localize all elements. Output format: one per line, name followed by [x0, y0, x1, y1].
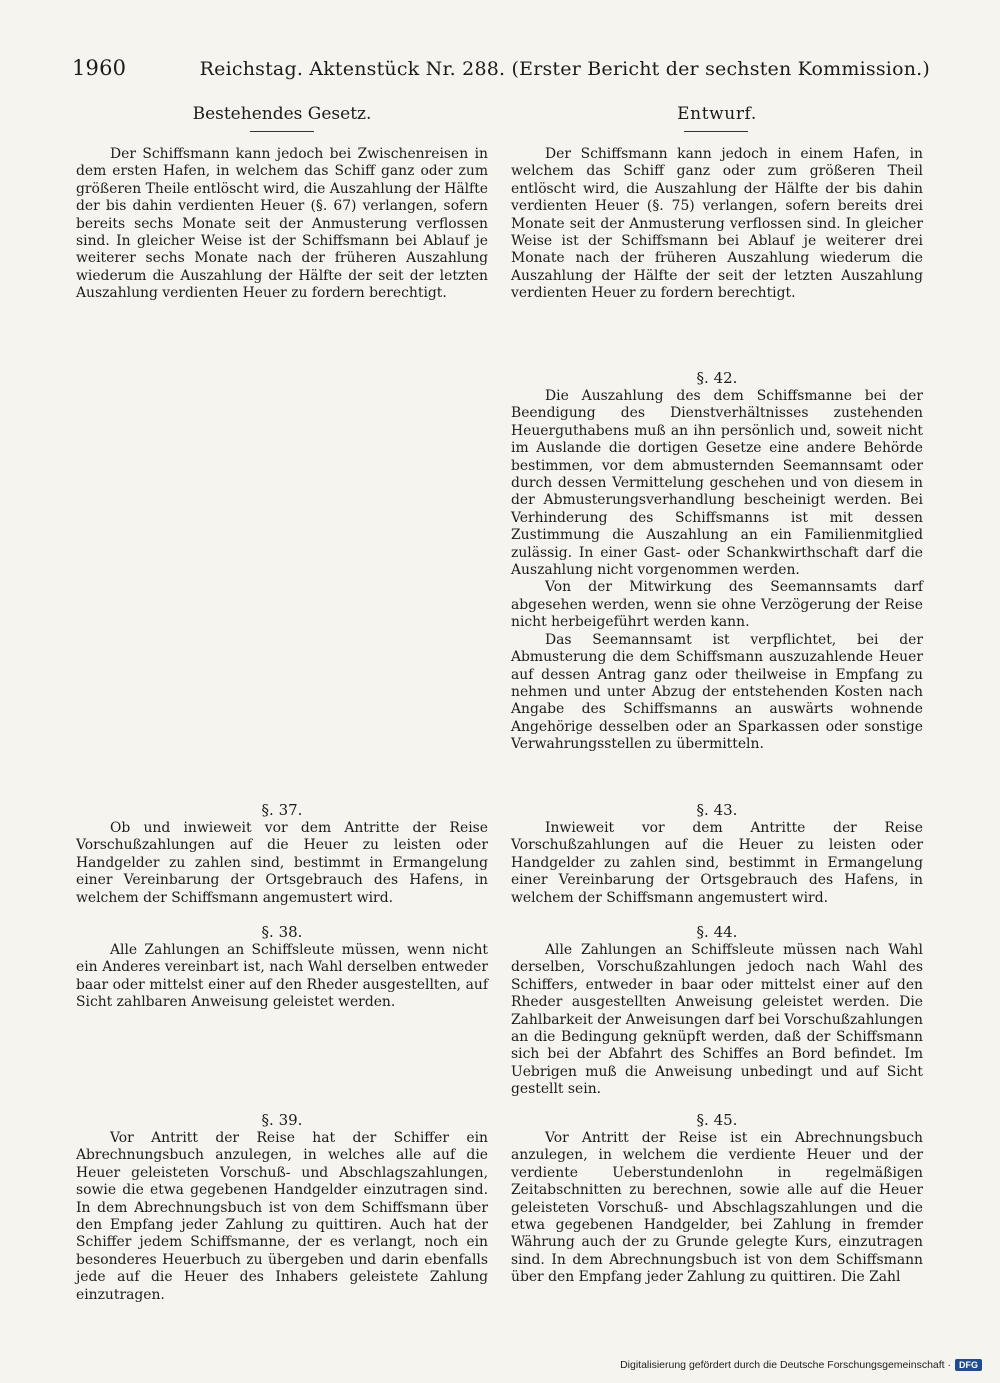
running-title: Reichstag. Aktenstück Nr. 288. (Erster Bericht der sechsten Kommission.) — [199, 58, 930, 80]
right-intro — [511, 146, 923, 303]
section-number: §. 37. — [261, 801, 303, 819]
section-body — [76, 1130, 488, 1304]
credit-text: Digitalisierung gefördert durch die Deutsche Forschungsgemeinschaft · — [620, 1359, 951, 1371]
section-number: §. 38. — [261, 923, 303, 941]
section-paragraph: Alle Zahlungen an Schiffsleute müssen, wenn nicht ein Anderes vereinbart ist, nach Wahl derselben entweder baar oder mittelst einer auf den Rheder ausgestellten, auf Sicht zahlbaren Anweisung geleistet werden. — [76, 942, 488, 1011]
page-number: 1960 — [72, 56, 127, 80]
section-number: §. 39. — [261, 1111, 303, 1129]
section-paragraph: Ob und inwieweit vor dem Antritte der Reise Vorschußzahlungen auf die Heuer zu leisten oder Handgelder zu zahlen sind, bestimmt in Ermangelung einer Vereinbarung der Ortsgebrauch des Hafens, in welchem der Schiffsmann angemustert wird. — [76, 820, 488, 906]
section-number: §. 43. — [696, 801, 738, 819]
section-body — [511, 388, 923, 754]
right-intro-text: Der Schiffsmann kann jedoch in einem Hafen, in welchem das Schiff ganz oder zum größeren Theil entlöscht wird, die Auszahlung der Hälfte der bis dahin verdienten Heuer (§. 75) verlangen, sofern bereits drei Monate seit der Anmusterung verflossen sind. In gleicher Weise ist der Schiffsmann bei Ablauf je weiterer drei Monate nach der früheren Auszahlung wiederum die Auszahlung der Hälfte der seit der letzten Auszahlung verdienten Heuer zu fordern berechtigt. — [511, 146, 923, 302]
section-body — [76, 942, 488, 1012]
section-number: §. 44. — [696, 923, 738, 941]
section-paragraph: Die Auszahlung des dem Schiffsmanne bei der Beendigung des Dienstverhältnisses zustehenden Heuerguthabens muß an ihn persönlich und, soweit nicht im Auslande die dortigen Gesetze eine andere Behörde bestimmen, vor dem abmusternden Seemannsamt oder durch dessen Vermittelung geschehen und von diesem in der Abmusterungsverhandlung bescheinigt werden. Bei Verhinderung des Schiffsmanns ist mit dessen Zustimmung die Auszahlung an ein Familienmitglied zulässig. In einer Gast- oder Schankwirthschaft darf die Auszahlung nicht vorgenommen werden. — [511, 388, 923, 579]
section-paragraph: Alle Zahlungen an Schiffsleute müssen nach Wahl derselben, Vorschußzahlungen jedoch nach Wahl des Schiffers, entweder in baar oder mittelst einer auf den Rheder ausgestellten Anweisung geleistet werden. Die Zahlbarkeit der Anweisungen darf bei Vorschußzahlungen an die Bedingung geknüpft werden, daß der Schiffsmann sich bei der Abfahrt des Schiffes an Bord befindet. Im Uebrigen muß die Anweisung unbedingt und auf Sicht gestellt sein. — [511, 942, 923, 1098]
left-column-title: Bestehendes Gesetz. — [192, 104, 372, 124]
section-number: §. 42. — [696, 369, 738, 387]
section-paragraph: Von der Mitwirkung des Seemannsamts darf abgesehen werden, wenn sie ohne Verzögerung der Reise nicht herbeigeführt werden kann. — [511, 579, 923, 631]
section-body — [511, 1130, 923, 1287]
section-paragraph: Das Seemannsamt ist verpflichtet, bei der Abmusterung die dem Schiffsmann auszuzahlende Heuer auf dessen Antrag ganz oder theilweise in Empfang zu nehmen und unter Abzug der entstehenden Kosten nach Angabe des Schiffsmanns an auswärts wohnende Angehörige desselben oder an Sparkassen oder sonstige Verwahrungsstellen zu übermitteln. — [511, 631, 923, 753]
left-intro — [76, 146, 488, 303]
section-paragraph: Inwieweit vor dem Antritte der Reise Vorschußzahlungen auf die Heuer zu leisten oder Handgelder zu zahlen sind, bestimmt in Ermangelung einer Vereinbarung der Ortsgebrauch des Hafens, in welchem der Schiffsmann angemustert wird. — [511, 820, 923, 906]
right-title-rule — [684, 131, 748, 132]
right-column-title: Entwurf. — [677, 104, 757, 124]
section-paragraph: Vor Antritt der Reise ist ein Abrechnungsbuch anzulegen, in welchem die verdiente Heuer und der verdiente Ueberstundenlohn in regelmäßigen Zeitabschnitten zu berechnen, sowie alle auf die Heuer geleisteten Vorschuß- und Abschlagszahlungen und die etwa gegebenen Handgelder, bei Zahlung in fremder Währung auch der zu Grunde gelegte Kurs, einzutragen sind. In dem Abrechnungsbuch ist von dem Schiffsmann über den Empfang jeder Zahlung zu quittiren. Die Zahl — [511, 1130, 923, 1286]
left-title-rule — [250, 131, 314, 132]
dfg-logo: DFG — [955, 1359, 982, 1371]
left-intro-text: Der Schiffsmann kann jedoch bei Zwischenreisen in dem ersten Hafen, in welchem das Schiff ganz oder zum größeren Theile entlöscht wird, die Auszahlung der Hälfte der bis dahin verdienten Heuer (§. 67) verlangen, sofern bereits sechs Monate seit der Anmusterung verflossen sind. In gleicher Weise ist der Schiffsmann bei Ablauf je weiterer sechs Monate nach der früheren Auszahlung wiederum die Auszahlung der Hälfte der seit der letzten Auszahlung verdienten Heuer zu fordern berechtigt. — [76, 146, 488, 302]
section-body — [76, 820, 488, 907]
section-body — [511, 820, 923, 907]
digitization-credit — [620, 1359, 982, 1371]
running-header — [72, 56, 930, 80]
section-paragraph: Vor Antritt der Reise hat der Schiffer ein Abrechnungsbuch anzulegen, in welches alle auf die Heuer geleisteten Vorschuß- und Abschlagszahlungen, sowie die etwa gegebenen Handgelder einzutragen sind. In dem Abrechnungsbuch ist von dem Schiffsmann über den Empfang jeder Zahlung zu quittiren. Auch hat der Schiffer jedem Schiffsmanne, der es verlangt, noch ein besonderes Heuerbuch zu übergeben und darin ebenfalls jede auf die Heuer des Inhabers geleistete Zahlung einzutragen. — [76, 1130, 488, 1303]
section-number: §. 45. — [696, 1111, 738, 1129]
section-body — [511, 942, 923, 1099]
